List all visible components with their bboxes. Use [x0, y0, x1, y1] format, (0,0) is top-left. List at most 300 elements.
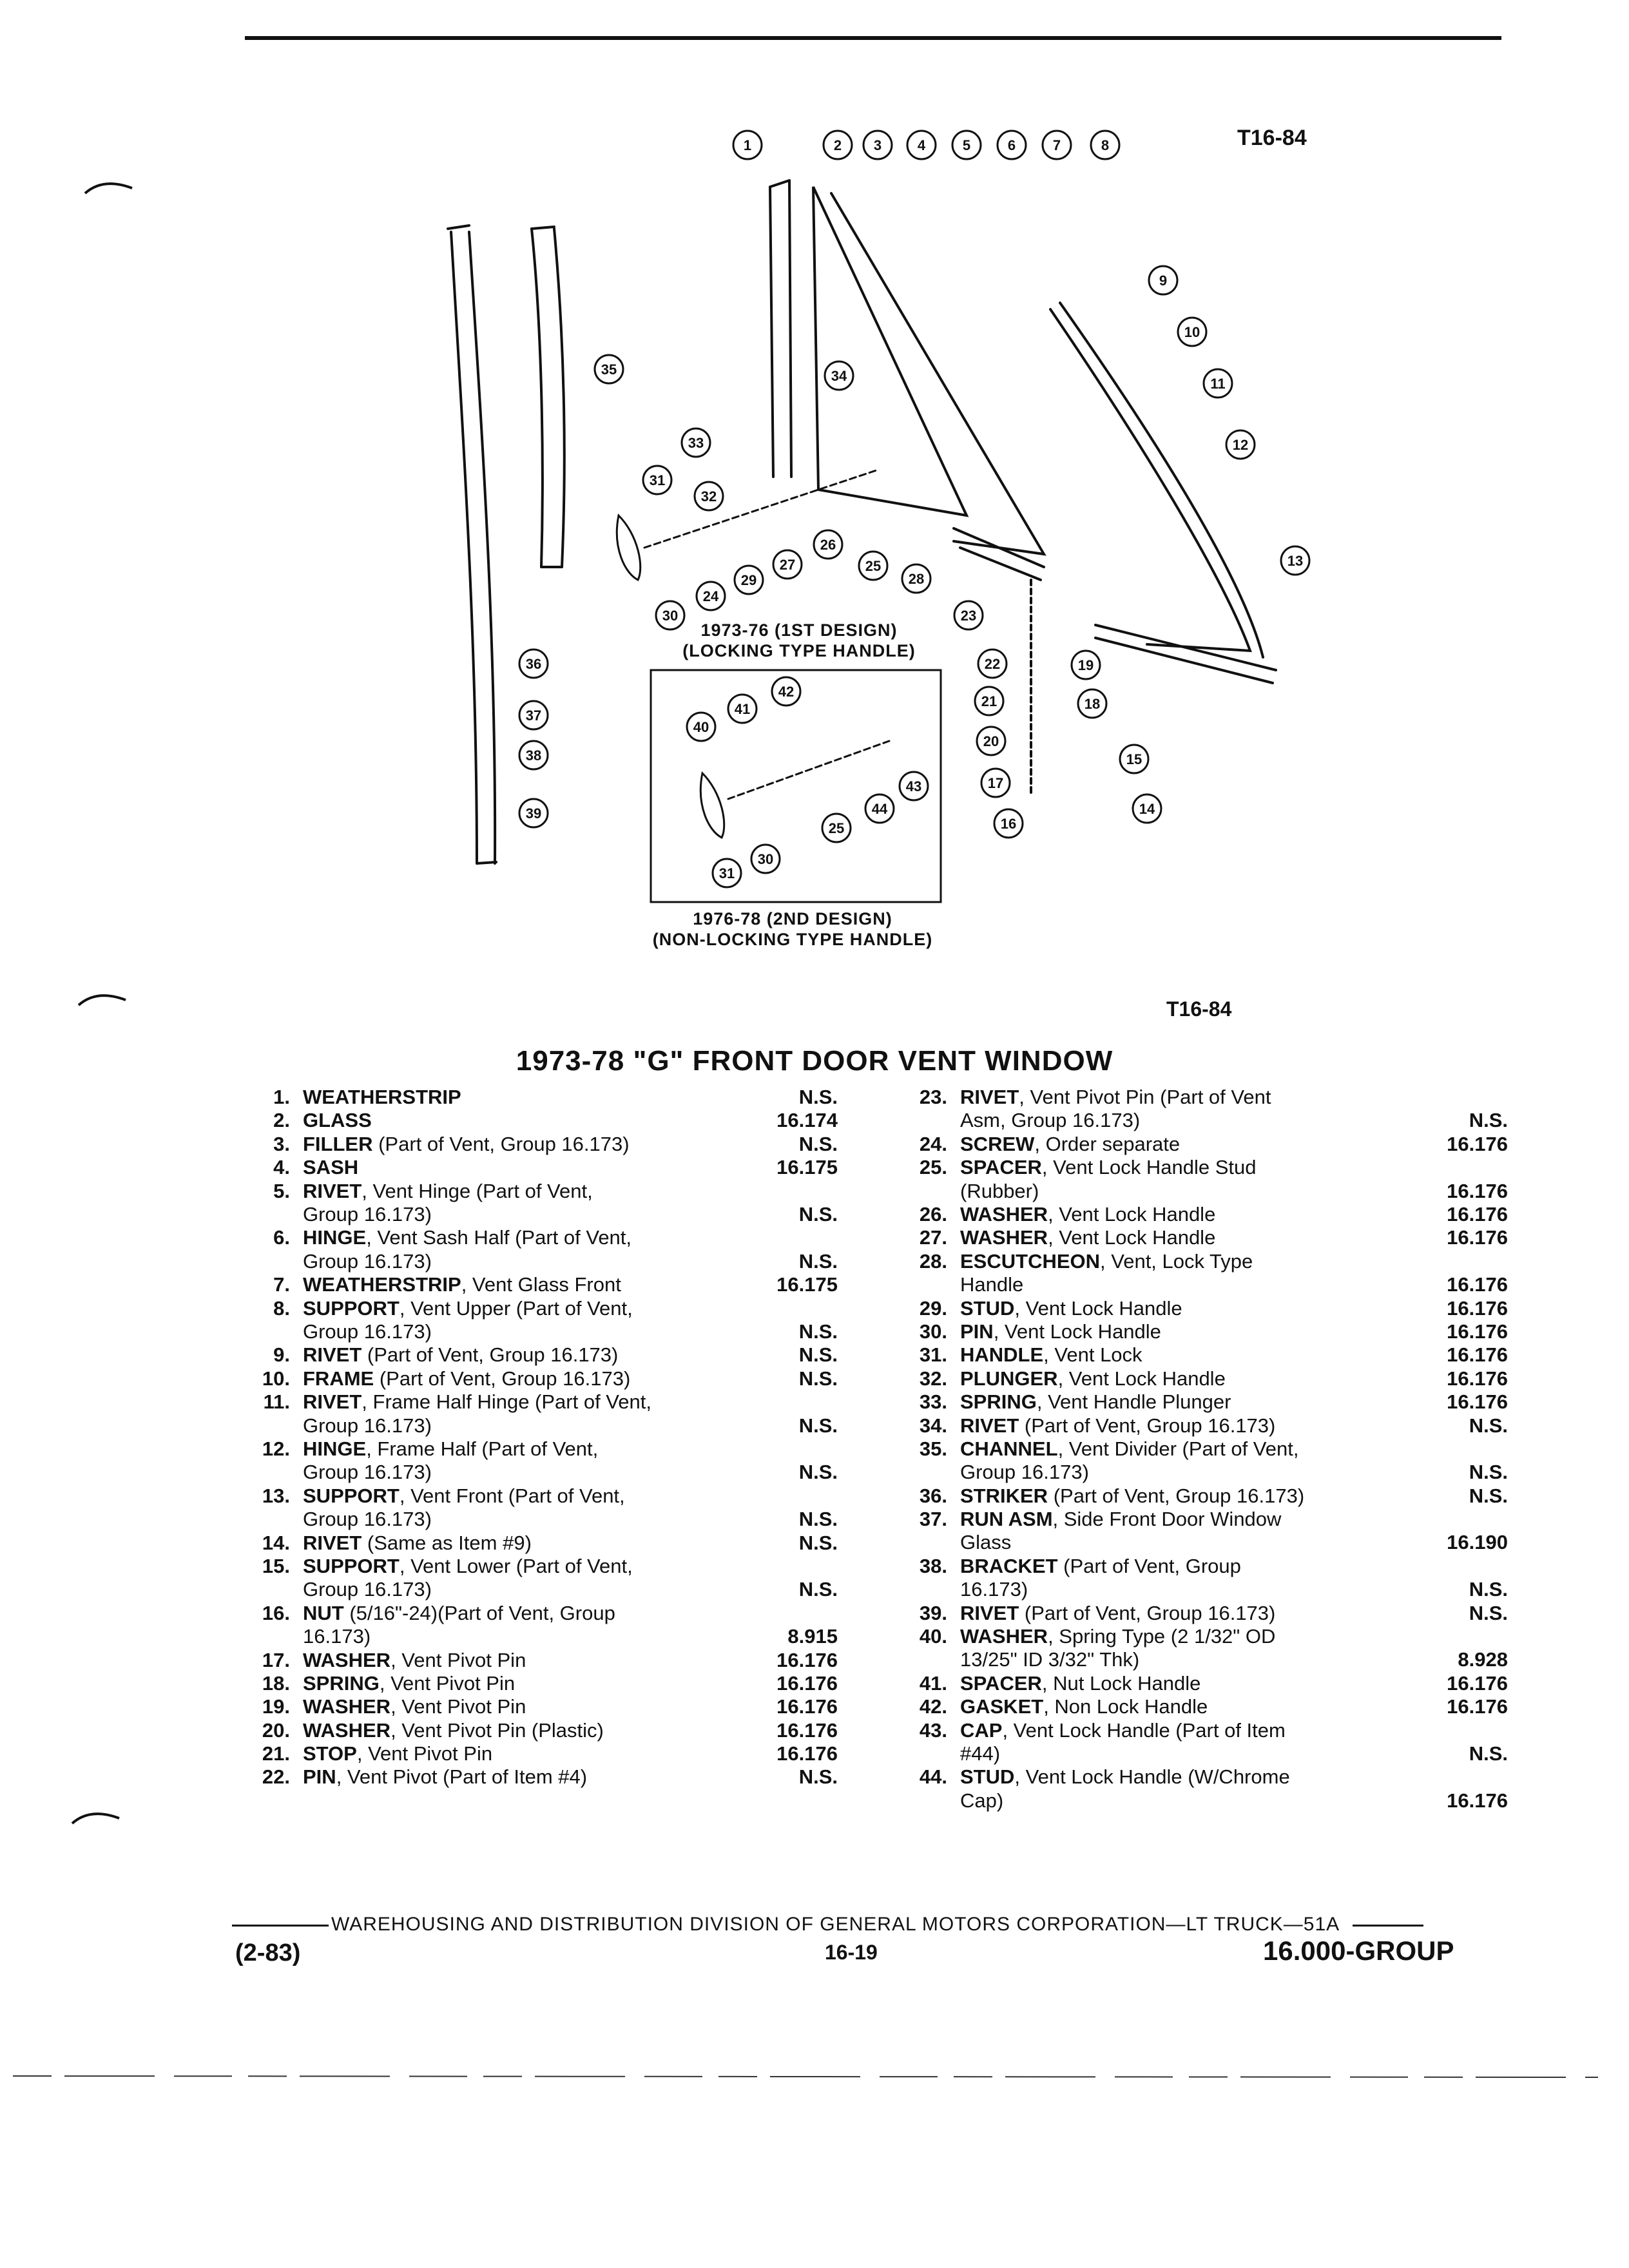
item-part-name: STUD — [960, 1765, 1015, 1789]
item-part-detail: Handle — [960, 1273, 1024, 1296]
item-description-line — [303, 1742, 492, 1765]
parts-list-item — [909, 1390, 1508, 1414]
item-part-name: NUT — [303, 1601, 344, 1624]
item-number: 1. — [273, 1086, 290, 1108]
parts-list-item — [245, 1273, 838, 1296]
item-description-line — [960, 1555, 1241, 1578]
item-description-line — [960, 1719, 1286, 1742]
item-part-detail: , Vent Lock Handle — [1048, 1226, 1216, 1249]
item-description-line — [303, 1343, 618, 1367]
item-part-detail: , Vent Lock — [1043, 1343, 1142, 1367]
item-group-code: N.S. — [1469, 1109, 1508, 1132]
item-part-detail: (5/16"-24)(Part of Vent, Group — [343, 1601, 615, 1624]
item-group-code: 16.176 — [776, 1742, 838, 1765]
item-number: 14. — [262, 1531, 290, 1554]
item-group-code: N.S. — [798, 1320, 838, 1343]
item-part-name: RIVET — [960, 1601, 1019, 1624]
item-group-code: N.S. — [798, 1249, 838, 1273]
item-description-line — [303, 1180, 593, 1203]
item-part-detail: (Part of Vent, Group 16.173) — [1048, 1484, 1305, 1507]
item-group-code: 16.176 — [1447, 1789, 1508, 1812]
item-group-code: 16.176 — [1447, 1390, 1508, 1414]
svg-text:20: 20 — [983, 733, 999, 749]
svg-text:17: 17 — [987, 775, 1004, 791]
item-part-detail: , Vent Lock Handle (W/Chrome — [1014, 1765, 1290, 1789]
item-part-detail: Group 16.173) — [303, 1508, 432, 1531]
channel-part — [532, 229, 564, 567]
parts-list-item — [245, 1180, 838, 1227]
item-group-code: N.S. — [1469, 1601, 1508, 1624]
parts-list-item — [245, 1367, 838, 1390]
item-number: 36. — [919, 1484, 947, 1507]
item-number: 41. — [919, 1671, 947, 1695]
parts-list-item — [245, 1602, 838, 1649]
item-part-detail: Group 16.173) — [303, 1461, 432, 1484]
item-number: 3. — [273, 1132, 290, 1155]
item-description-line — [960, 1109, 1140, 1132]
figure-ref-bottom: T16-84 — [1166, 997, 1232, 1021]
parts-list-item — [909, 1343, 1508, 1367]
item-group-code: 16.190 — [1447, 1531, 1508, 1554]
item-number: 13. — [262, 1484, 290, 1507]
item-group-code: 16.176 — [1447, 1343, 1508, 1367]
item-part-name: RIVET — [303, 1343, 362, 1367]
item-part-detail: 16.173) — [303, 1625, 371, 1648]
caption-first-design — [651, 620, 947, 661]
item-group-code: N.S. — [798, 1086, 838, 1108]
svg-text:18: 18 — [1084, 696, 1101, 712]
svg-text:30: 30 — [757, 851, 774, 867]
svg-text:31: 31 — [649, 472, 666, 488]
item-part-detail: 16.173) — [960, 1578, 1028, 1601]
item-description-line — [960, 1156, 1257, 1179]
item-part-detail: , Vent Upper (Part of Vent, — [399, 1296, 633, 1320]
item-description-line — [303, 1203, 432, 1226]
item-group-code: 16.176 — [1447, 1367, 1508, 1390]
parts-list-item — [245, 1133, 838, 1156]
item-number: 29. — [919, 1296, 947, 1320]
item-part-name: CAP — [960, 1718, 1003, 1742]
item-description-line — [960, 1648, 1139, 1671]
parts-list-item — [909, 1555, 1508, 1602]
parts-list-item — [909, 1695, 1508, 1718]
item-part-detail: , Vent Hinge (Part of Vent, — [361, 1179, 593, 1202]
parts-list-item — [245, 1695, 838, 1718]
item-part-name: SPACER — [960, 1156, 1042, 1179]
item-description-line — [960, 1180, 1039, 1203]
item-part-detail: (Rubber) — [960, 1179, 1039, 1202]
item-part-detail: , Vent Pivot Pin — [390, 1648, 526, 1671]
parts-list-left — [245, 1086, 838, 1789]
parts-list-item — [909, 1508, 1508, 1555]
item-part-detail: , Vent Pivot Pin — [356, 1742, 493, 1765]
svg-text:37: 37 — [525, 707, 542, 724]
item-number: 9. — [273, 1343, 290, 1367]
svg-text:35: 35 — [601, 361, 617, 378]
item-number: 8. — [273, 1296, 290, 1320]
parts-list-item — [909, 1156, 1508, 1203]
item-part-detail: (Part of Vent, Group 16.173) — [372, 1132, 630, 1155]
svg-text:10: 10 — [1184, 324, 1200, 340]
item-part-detail: Group 16.173) — [303, 1578, 432, 1601]
item-part-detail: , Vent Pivot Pin — [390, 1695, 526, 1718]
svg-text:5: 5 — [962, 137, 971, 153]
item-number: 44. — [919, 1765, 947, 1789]
item-part-name: CHANNEL — [960, 1437, 1058, 1460]
svg-text:6: 6 — [1007, 137, 1016, 153]
item-part-name: SPRING — [303, 1671, 380, 1695]
item-description-line — [960, 1390, 1231, 1414]
item-part-detail: , Vent Divider (Part of Vent, — [1057, 1437, 1299, 1460]
item-number: 7. — [273, 1273, 290, 1296]
svg-text:39: 39 — [525, 805, 542, 822]
item-part-name: WASHER — [960, 1202, 1048, 1225]
item-part-name: WEATHERSTRIP — [303, 1086, 461, 1108]
item-number: 25. — [919, 1156, 947, 1179]
item-part-name: RIVET — [960, 1086, 1019, 1108]
item-number: 27. — [919, 1226, 947, 1249]
item-number: 30. — [919, 1320, 947, 1343]
item-group-code: N.S. — [798, 1508, 838, 1531]
item-description-line — [303, 1508, 432, 1531]
item-part-detail: , Order separate — [1034, 1132, 1181, 1155]
item-part-detail: , Vent Lock Handle — [1057, 1367, 1226, 1390]
parts-list-item — [245, 1765, 838, 1789]
run-asm-part — [451, 232, 495, 863]
footer-division-line — [232, 1914, 1476, 1936]
item-part-name: WASHER — [960, 1226, 1048, 1249]
item-group-code: 16.174 — [776, 1109, 838, 1132]
svg-text:7: 7 — [1052, 137, 1061, 153]
item-number: 32. — [919, 1367, 947, 1390]
binding-mark — [71, 1804, 122, 1830]
item-number: 12. — [262, 1437, 290, 1460]
item-number: 4. — [273, 1156, 290, 1179]
caption-line: (NON-LOCKING TYPE HANDLE) — [652, 930, 933, 949]
parts-list-right — [909, 1086, 1508, 1812]
item-part-name: GLASS — [303, 1109, 372, 1132]
item-description-line — [303, 1109, 372, 1132]
item-part-name: SASH — [303, 1156, 359, 1179]
item-description-line — [303, 1532, 532, 1555]
item-group-code: N.S. — [1469, 1578, 1508, 1601]
parts-list-item — [909, 1719, 1508, 1766]
item-part-name: SPRING — [960, 1390, 1037, 1414]
item-description-line — [960, 1367, 1226, 1390]
item-description-line — [960, 1625, 1275, 1648]
item-description-line — [960, 1273, 1023, 1296]
svg-text:33: 33 — [688, 435, 704, 451]
svg-text:16: 16 — [1000, 816, 1017, 832]
item-group-code: N.S. — [798, 1461, 838, 1484]
item-part-name: WEATHERSTRIP — [303, 1273, 461, 1296]
parts-list-item — [245, 1390, 838, 1437]
parts-list-item — [909, 1250, 1508, 1297]
item-part-name: SPACER — [960, 1671, 1042, 1695]
footer-dash — [1353, 1925, 1423, 1927]
item-description-line — [303, 1602, 615, 1625]
item-part-name: PIN — [960, 1320, 994, 1343]
item-part-name: WASHER — [303, 1648, 391, 1671]
item-description-line — [960, 1414, 1275, 1437]
parts-list-item — [909, 1602, 1508, 1625]
item-group-code: N.S. — [1469, 1414, 1508, 1437]
item-description-line — [303, 1133, 630, 1156]
item-number: 17. — [262, 1648, 290, 1671]
item-description-line — [960, 1203, 1215, 1226]
svg-text:42: 42 — [778, 684, 795, 700]
item-part-name: PIN — [303, 1765, 336, 1789]
svg-text:3: 3 — [873, 137, 882, 153]
item-part-detail: , Side Front Door Window — [1052, 1508, 1282, 1531]
item-part-name: SCREW — [960, 1132, 1035, 1155]
item-part-name: SUPPORT — [303, 1296, 400, 1320]
svg-text:43: 43 — [905, 778, 922, 794]
item-group-code: 16.176 — [776, 1648, 838, 1671]
item-description-line — [960, 1765, 1290, 1789]
item-number: 23. — [919, 1086, 947, 1108]
item-group-code: 16.175 — [776, 1156, 838, 1179]
parts-list-item — [245, 1719, 838, 1742]
item-part-detail: , Nut Lock Handle — [1041, 1671, 1201, 1695]
svg-text:29: 29 — [740, 572, 757, 588]
caption-line: 1976-78 (2ND DESIGN) — [693, 909, 892, 928]
parts-list-item — [245, 1086, 838, 1109]
item-part-name: HINGE — [303, 1226, 367, 1249]
parts-list-item — [245, 1109, 838, 1132]
item-number: 19. — [262, 1695, 290, 1718]
exploded-parts-diagram — [387, 97, 1418, 954]
item-number: 20. — [262, 1718, 290, 1742]
caption-second-design — [644, 908, 941, 950]
item-part-name: STRIKER — [960, 1484, 1048, 1507]
item-part-detail: Group 16.173) — [303, 1414, 432, 1437]
item-description-line — [960, 1485, 1304, 1508]
item-number: 43. — [919, 1718, 947, 1742]
bottom-scan-line — [0, 2068, 1629, 2088]
item-group-code: N.S. — [798, 1132, 838, 1155]
item-group-code: 16.176 — [776, 1718, 838, 1742]
svg-text:11: 11 — [1210, 376, 1226, 392]
svg-text:34: 34 — [831, 368, 847, 384]
top-rule — [245, 36, 1501, 40]
item-group-code: 16.176 — [1447, 1296, 1508, 1320]
item-number: 22. — [262, 1765, 290, 1789]
item-description-line — [960, 1343, 1142, 1367]
item-description-line — [303, 1156, 358, 1179]
item-part-detail: Glass — [960, 1531, 1012, 1554]
svg-text:31: 31 — [718, 865, 735, 881]
item-group-code: 16.176 — [1447, 1132, 1508, 1155]
svg-text:8: 8 — [1101, 137, 1110, 153]
item-number: 35. — [919, 1437, 947, 1460]
item-part-detail: Group 16.173) — [960, 1461, 1089, 1484]
svg-text:25: 25 — [828, 820, 845, 836]
item-number: 6. — [273, 1226, 290, 1249]
svg-text:9: 9 — [1159, 273, 1168, 289]
item-group-code: 16.176 — [1447, 1179, 1508, 1202]
parts-list-item — [909, 1437, 1508, 1485]
item-part-name: RIVET — [303, 1531, 362, 1554]
item-part-detail: 13/25" ID 3/32" Thk) — [960, 1648, 1140, 1671]
parts-list-item — [909, 1672, 1508, 1695]
item-part-detail: , Vent Pivot Pin (Part of Vent — [1019, 1086, 1271, 1108]
item-description-line — [303, 1414, 432, 1437]
item-group-code: 16.176 — [1447, 1202, 1508, 1225]
parts-list-item — [909, 1320, 1508, 1343]
parts-list-item — [909, 1414, 1508, 1437]
item-part-detail: Group 16.173) — [303, 1249, 432, 1273]
item-part-detail: , Vent Handle Plunger — [1036, 1390, 1231, 1414]
svg-text:27: 27 — [779, 557, 796, 573]
figure-ref-top: T16-84 — [1237, 126, 1307, 150]
item-group-code: 16.176 — [1447, 1695, 1508, 1718]
svg-text:1: 1 — [743, 137, 752, 153]
item-group-code: N.S. — [798, 1202, 838, 1225]
parts-list-item — [909, 1203, 1508, 1226]
item-part-detail: (Part of Vent, Group — [1057, 1554, 1241, 1577]
item-part-detail: , Frame Half (Part of Vent, — [366, 1437, 599, 1460]
footer-dash — [232, 1925, 329, 1927]
group-number: 16.000-GROUP — [1263, 1936, 1454, 1966]
item-description-line — [303, 1695, 526, 1718]
svg-text:30: 30 — [662, 608, 679, 624]
item-part-detail: , Vent Lock Handle — [993, 1320, 1161, 1343]
item-group-code: 16.176 — [776, 1695, 838, 1718]
item-number: 2. — [273, 1109, 290, 1132]
svg-text:44: 44 — [871, 801, 888, 817]
item-part-name: PLUNGER — [960, 1367, 1058, 1390]
svg-text:23: 23 — [960, 608, 977, 624]
item-number: 15. — [262, 1554, 290, 1577]
item-group-code: 16.176 — [1447, 1226, 1508, 1249]
item-part-name: RIVET — [303, 1390, 362, 1414]
item-part-detail: (Part of Vent, Group 16.173) — [1019, 1601, 1276, 1624]
item-number: 16. — [262, 1601, 290, 1624]
item-part-name: SUPPORT — [303, 1484, 400, 1507]
item-number: 39. — [919, 1601, 947, 1624]
item-description-line — [303, 1672, 515, 1695]
item-part-detail: , Vent Lock Handle — [1048, 1202, 1216, 1225]
item-description-line — [960, 1297, 1182, 1320]
parts-list-item — [245, 1742, 838, 1765]
item-description-line — [303, 1086, 461, 1109]
svg-text:41: 41 — [734, 701, 751, 717]
item-part-detail: (Part of Vent, Group 16.173) — [374, 1367, 631, 1390]
footer-date: (2-83) — [235, 1939, 301, 1966]
item-description-line — [303, 1625, 371, 1648]
item-part-detail: , Vent Pivot (Part of Item #4) — [336, 1765, 588, 1789]
svg-text:25: 25 — [865, 558, 882, 574]
parts-list-item — [245, 1156, 838, 1179]
item-group-code: 8.915 — [787, 1625, 838, 1648]
item-description-line — [303, 1367, 630, 1390]
binding-mark — [77, 986, 129, 1012]
item-part-name: BRACKET — [960, 1554, 1058, 1577]
item-number: 26. — [919, 1202, 947, 1225]
item-number: 38. — [919, 1554, 947, 1577]
item-number: 28. — [919, 1249, 947, 1273]
item-number: 42. — [919, 1695, 947, 1718]
item-description-line — [960, 1695, 1208, 1718]
svg-text:14: 14 — [1139, 801, 1155, 817]
item-number: 21. — [262, 1742, 290, 1765]
item-number: 10. — [262, 1367, 290, 1390]
item-part-detail: Group 16.173) — [303, 1202, 432, 1225]
item-group-code: 16.176 — [1447, 1320, 1508, 1343]
item-description-line — [960, 1531, 1011, 1554]
item-part-name: WASHER — [303, 1718, 391, 1742]
item-part-detail: Cap) — [960, 1789, 1004, 1812]
item-group-code: N.S. — [1469, 1484, 1508, 1507]
svg-text:21: 21 — [981, 693, 998, 709]
item-part-name: FRAME — [303, 1367, 374, 1390]
parts-list-item — [245, 1437, 838, 1485]
item-description-line — [303, 1297, 633, 1320]
item-part-name: GASKET — [960, 1695, 1044, 1718]
parts-list-item — [245, 1649, 838, 1672]
parts-list-item — [245, 1485, 838, 1532]
item-part-detail: , Vent Lock Handle (Part of Item — [1002, 1718, 1286, 1742]
item-part-detail: (Part of Vent, Group 16.173) — [1019, 1414, 1276, 1437]
item-description-line — [960, 1789, 1003, 1812]
item-part-detail: , Non Lock Handle — [1043, 1695, 1208, 1718]
item-number: 34. — [919, 1414, 947, 1437]
parts-list-item — [909, 1297, 1508, 1320]
item-description-line — [303, 1765, 587, 1789]
item-group-code: N.S. — [798, 1531, 838, 1554]
svg-text:13: 13 — [1287, 553, 1304, 569]
parts-list-item — [909, 1086, 1508, 1133]
item-description-line — [303, 1250, 432, 1273]
page-title: 1973-78 "G" FRONT DOOR VENT WINDOW — [516, 1045, 1113, 1077]
item-group-code: 16.176 — [776, 1671, 838, 1695]
item-part-name: STUD — [960, 1296, 1015, 1320]
svg-text:22: 22 — [984, 656, 1001, 672]
item-description-line — [303, 1578, 432, 1601]
svg-text:28: 28 — [908, 571, 925, 587]
item-part-detail: , Vent Pivot Pin — [379, 1671, 516, 1695]
item-part-detail: (Same as Item #9) — [361, 1531, 532, 1554]
item-description-line — [960, 1742, 1000, 1765]
item-part-detail: #44) — [960, 1742, 1001, 1765]
item-number: 18. — [262, 1671, 290, 1695]
item-description-line — [303, 1226, 631, 1249]
item-description-line — [960, 1226, 1215, 1249]
caption-line: 1973-76 (1ST DESIGN) — [700, 620, 898, 640]
parts-list-item — [245, 1555, 838, 1602]
item-number: 11. — [263, 1390, 290, 1414]
item-group-code: N.S. — [798, 1578, 838, 1601]
item-part-name: WASHER — [960, 1625, 1048, 1648]
item-part-detail: , Vent Lock Handle — [1014, 1296, 1182, 1320]
item-part-name: RIVET — [303, 1179, 362, 1202]
item-description-line — [960, 1250, 1253, 1273]
parts-list-item — [245, 1297, 838, 1344]
caption-line: (LOCKING TYPE HANDLE) — [682, 641, 916, 660]
item-description-line — [303, 1273, 621, 1296]
item-description-line — [303, 1390, 651, 1414]
item-part-detail: , Vent Glass Front — [461, 1273, 621, 1296]
item-number: 31. — [919, 1343, 947, 1367]
item-number: 24. — [919, 1132, 947, 1155]
item-group-code: 8.928 — [1458, 1648, 1508, 1671]
item-part-name: SUPPORT — [303, 1554, 400, 1577]
item-group-code: 16.175 — [776, 1273, 838, 1296]
item-part-detail: , Vent Lock Handle Stud — [1041, 1156, 1257, 1179]
item-number: 33. — [919, 1390, 947, 1414]
item-group-code: N.S. — [798, 1367, 838, 1390]
